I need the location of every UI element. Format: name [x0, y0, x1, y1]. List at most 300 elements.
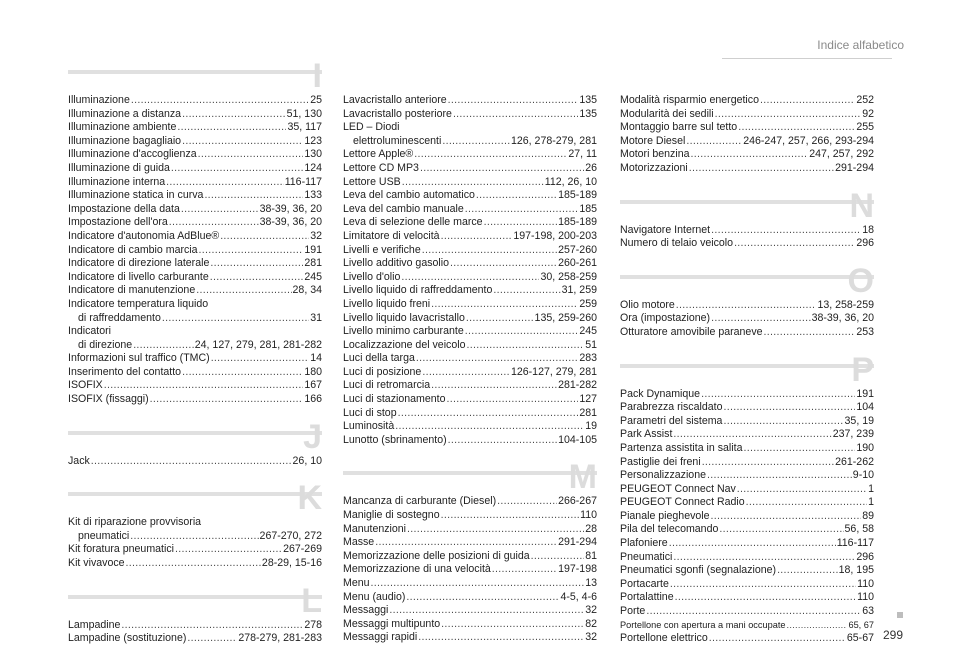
entry-list [620, 94, 874, 176]
entry-term: Otturatore amovibile paraneve [620, 325, 763, 338]
dot-leader [689, 162, 834, 176]
entry-list [620, 299, 874, 340]
entry-pages: 51, 130 [286, 107, 322, 120]
index-entry [343, 407, 597, 421]
dot-leader [166, 176, 284, 190]
entry-term: Livello liquido di raffreddamento [343, 284, 493, 297]
entry-pages: 104-105 [558, 433, 597, 446]
entry-pages: 123 [304, 134, 322, 147]
section-letter: K [297, 479, 322, 518]
section-header [343, 459, 597, 495]
dot-leader [401, 271, 539, 285]
dot-leader [196, 284, 291, 298]
index-entry [68, 557, 322, 571]
index-entry [620, 299, 874, 313]
index-entry [343, 631, 597, 645]
section-rule [68, 431, 322, 435]
entry-term: Numero di telaio veicolo [620, 237, 734, 250]
index-entry [343, 434, 597, 448]
dot-leader [130, 530, 258, 544]
index-entry [343, 148, 597, 162]
index-entry [343, 563, 597, 577]
entry-pages: 245 [579, 325, 597, 338]
index-entry [343, 495, 597, 509]
index-section [343, 459, 597, 645]
entry-term: Motore Diesel [620, 134, 686, 147]
section-header [68, 58, 322, 94]
entry-term: Kit foratura pneumatici [68, 543, 174, 556]
dot-leader [723, 401, 855, 415]
dot-leader [418, 631, 584, 645]
entry-term: Menu (audio) [343, 590, 406, 603]
index-entry [68, 284, 322, 298]
entry-pages: 259 [579, 297, 597, 310]
entry-term: Messaggi [343, 604, 389, 617]
index-entry [343, 379, 597, 393]
index-entry [68, 632, 322, 646]
entry-pages: 14 [310, 352, 322, 365]
index-entry [68, 244, 322, 258]
entry-pages: 283 [579, 352, 597, 365]
dot-leader [187, 632, 237, 646]
dot-leader [686, 135, 742, 149]
dot-leader [441, 618, 584, 632]
index-entry [620, 537, 874, 551]
entry-term: Portalattine [620, 591, 674, 604]
entry-term: Luci di retromarcia [343, 379, 431, 392]
dot-leader [738, 121, 855, 135]
entry-pages: 82 [585, 617, 597, 630]
entry-pages: 197-198 [558, 563, 597, 576]
entry-pages: 38-39, 36, 20 [259, 216, 322, 229]
dot-leader [707, 469, 852, 483]
dot-leader [121, 619, 303, 633]
entry-pages: 296 [856, 550, 874, 563]
section-rule [68, 595, 322, 599]
dot-leader [760, 94, 855, 108]
index-entry [343, 339, 597, 353]
dot-leader [171, 162, 303, 176]
dot-leader [220, 230, 309, 244]
index-entry [68, 366, 322, 380]
entry-pages: 13, 258-259 [817, 298, 874, 311]
index-entry [620, 605, 874, 619]
entry-term: Illuminazione d'accoglienza [68, 148, 197, 161]
entry-pages: 65, 67 [848, 619, 874, 630]
entry-term: Illuminazione ambiente [68, 121, 177, 134]
dot-leader [453, 108, 578, 122]
entry-term: Kit vivavoce [68, 557, 125, 570]
entry-pages: 257-260 [558, 243, 597, 256]
index-entry [343, 244, 597, 258]
entry-term: Portacarte [620, 577, 669, 590]
index-entry [620, 591, 874, 605]
entry-term: Navigatore Internet [620, 223, 711, 236]
dot-leader [406, 591, 559, 605]
dot-leader [398, 407, 579, 421]
index-entry [68, 271, 322, 285]
index-entry [68, 162, 322, 176]
index-entry [620, 401, 874, 415]
entry-pages: 26 [585, 161, 597, 174]
dot-leader [484, 216, 558, 230]
entry-pages: 31, 259 [561, 284, 597, 297]
entry-pages: 1 [868, 482, 874, 495]
entry-term: ISOFIX [68, 379, 103, 392]
section-header [68, 583, 322, 619]
index-entry [620, 135, 874, 149]
entry-term: Lettore USB [343, 175, 401, 188]
page-header-title: Indice alfabetico [817, 38, 904, 52]
dot-leader [497, 495, 557, 509]
entry-pages: 191 [856, 387, 874, 400]
section-header [68, 480, 322, 516]
dot-leader [673, 551, 855, 565]
section-header [68, 419, 322, 455]
dot-leader [719, 523, 843, 537]
entry-term: Pila del telecomando [620, 523, 719, 536]
index-entry [343, 509, 597, 523]
dot-leader [420, 162, 584, 176]
entry-pages: 133 [304, 189, 322, 202]
entry-term: Illuminazione a distanza [68, 107, 182, 120]
entry-pages: 135, 259-260 [534, 311, 597, 324]
entry-pages: 28 [585, 522, 597, 535]
index-entry [343, 550, 597, 564]
entry-pages: 281 [304, 257, 322, 270]
entry-pages: 110 [580, 509, 597, 522]
entry-pages: 110 [857, 577, 874, 590]
dot-leader [446, 393, 578, 407]
dot-leader [169, 216, 259, 230]
entry-list [343, 495, 597, 645]
index-entry [343, 189, 597, 203]
entry-pages: 81 [585, 549, 597, 562]
page-marker [897, 612, 903, 618]
entry-pages: 247, 257, 292 [809, 148, 874, 161]
index-entry [343, 352, 597, 366]
entry-list [68, 94, 322, 407]
section-letter: N [849, 186, 874, 225]
index-entry [620, 456, 874, 470]
index-entry [68, 176, 322, 190]
index-entry [343, 162, 597, 176]
entry-pages: 32 [310, 229, 322, 242]
dot-leader [711, 224, 861, 238]
dot-leader [422, 366, 510, 380]
entry-term: ISOFIX (fissaggi) [68, 393, 149, 406]
entry-term: Leva del cambio manuale [343, 202, 464, 215]
section-rule [620, 364, 874, 368]
index-entry [343, 420, 597, 434]
index-column-1 [68, 58, 322, 646]
entry-pages: 261-262 [835, 455, 874, 468]
entry-term: Illuminazione di guida [68, 161, 170, 174]
dot-leader [723, 415, 843, 429]
entry-heading: Kit di riparazione provvisoria [68, 516, 202, 529]
index-entry [68, 108, 322, 122]
index-entry [620, 578, 874, 592]
dot-leader [711, 510, 862, 524]
dot-leader [701, 388, 855, 402]
section-letter: P [851, 350, 874, 389]
entry-term: Maniglie di sostegno [343, 509, 440, 522]
index-entry [620, 551, 874, 565]
entry-term: Portellone elettrico [620, 632, 708, 645]
index-entry [343, 284, 597, 298]
index-entry [620, 442, 874, 456]
dot-leader [375, 536, 557, 550]
entry-term: Plafoniere [620, 537, 668, 550]
dot-leader [465, 325, 579, 339]
dot-leader [777, 564, 838, 578]
entry-term: pneumatici [78, 529, 130, 542]
entry-pages: 116-117 [284, 175, 322, 188]
entry-term: Masse [343, 536, 375, 549]
dot-leader [746, 496, 867, 510]
dot-leader [371, 577, 585, 591]
index-entry [343, 94, 597, 108]
entry-pages: 116-117 [836, 537, 874, 550]
dot-leader [492, 563, 557, 577]
dot-leader [131, 94, 309, 108]
entry-list [68, 619, 322, 646]
index-entry [343, 176, 597, 190]
entry-term: Ora (impostazione) [620, 312, 711, 325]
entry-pages: 1 [868, 496, 874, 509]
entry-term: Informazioni sul traffico (TMC) [68, 352, 210, 365]
index-entry [68, 352, 322, 366]
dot-leader [786, 619, 847, 633]
entry-term: Menu [343, 577, 370, 589]
dot-leader [450, 257, 557, 271]
entry-term: Montaggio barre sul tetto [620, 121, 738, 134]
index-column-3 [620, 58, 874, 646]
index-entry [620, 415, 874, 429]
index-entry [343, 366, 597, 380]
entry-heading: Indicatori [68, 325, 111, 338]
dot-leader [177, 121, 286, 135]
entry-term: Illuminazione statica in curva [68, 189, 204, 202]
dot-leader [150, 393, 304, 407]
entry-term: Livello liquido freni [343, 297, 431, 310]
index-entry [68, 121, 322, 135]
index-entry [620, 237, 874, 251]
entry-subline [343, 135, 597, 149]
dot-leader [126, 557, 261, 571]
index-section [68, 58, 322, 407]
index-entry [620, 148, 874, 162]
entry-term: Impostazione dell'ora [68, 216, 168, 229]
dot-leader [182, 108, 286, 122]
index-entry [620, 632, 874, 646]
entry-heading: Indicatore temperatura liquido [68, 297, 209, 310]
index-entry [620, 121, 874, 135]
entry-term: Lunotto (sbrinamento) [343, 433, 447, 446]
entry-pages: 31 [310, 311, 322, 324]
entry-list [343, 94, 597, 447]
entry-pages: 185 [579, 202, 597, 215]
dot-leader [669, 537, 836, 551]
entry-term: Impostazione della data [68, 202, 180, 215]
entry-term: Park Assist [620, 428, 673, 441]
entry-pages: 51 [585, 338, 597, 351]
entry-pages: 112, 26, 10 [544, 175, 597, 188]
index-entry [68, 216, 322, 230]
dot-leader [709, 632, 846, 646]
index-entry [68, 379, 322, 393]
dot-leader [715, 108, 862, 122]
entry-heading: LED – Diodi [343, 121, 400, 134]
entry-term: Illuminazione bagagliaio [68, 134, 182, 147]
entry-term: Personalizzazione [620, 469, 706, 482]
entry-pages: 13 [585, 577, 597, 589]
dot-leader [646, 605, 861, 619]
entry-term: Localizzazione del veicolo [343, 338, 466, 351]
dot-leader [416, 352, 578, 366]
section-header [620, 263, 874, 299]
entry-term: PEUGEOT Connect Radio [620, 496, 745, 509]
index-entry [343, 577, 597, 591]
index-entry [620, 388, 874, 402]
index-section [68, 480, 322, 570]
dot-leader [211, 352, 310, 366]
index-entry [620, 94, 874, 108]
dot-leader [734, 237, 855, 251]
entry-term: Modalità risparmio energetico [620, 94, 759, 106]
entry-pages: 28, 34 [292, 284, 322, 297]
entry-term: Parabrezza riscaldato [620, 401, 723, 414]
dot-leader [162, 312, 309, 326]
dot-leader [175, 543, 282, 557]
entry-term: Motorizzazioni [620, 161, 688, 174]
entry-term: Indicatore di cambio marcia [68, 243, 198, 256]
entry-pages: 185-189 [558, 216, 597, 229]
entry-term: Messaggi rapidi [343, 631, 418, 644]
dot-leader [442, 135, 510, 149]
index-section [68, 583, 322, 646]
entry-term: Pneumatici sgonfi (segnalazione) [620, 564, 777, 577]
section-rule [343, 471, 597, 475]
index-entry [68, 135, 322, 149]
entry-list [620, 388, 874, 646]
entry-pages: 32 [585, 631, 597, 644]
dot-leader [675, 591, 857, 605]
index-entry [343, 271, 597, 285]
dot-leader [673, 428, 831, 442]
index-entry [620, 483, 874, 497]
entry-term: Limitatore di velocità [343, 229, 440, 242]
entry-pages: 291-294 [835, 161, 874, 174]
index-section [343, 58, 597, 447]
index-entry [620, 224, 874, 238]
entry-term: Lampadine (sostituzione) [68, 632, 187, 645]
entry-pages: 255 [856, 121, 874, 134]
index-entry [343, 536, 597, 550]
index-entry [343, 591, 597, 605]
index-entry [620, 496, 874, 510]
entry-list [68, 455, 322, 469]
entry-term: Partenza assistita in salita [620, 441, 743, 454]
entry-term: elettroluminescenti [353, 134, 442, 147]
index-entry [68, 619, 322, 633]
dot-leader [104, 379, 304, 393]
dot-leader [204, 189, 303, 203]
section-letter: O [847, 261, 874, 300]
index-entry [343, 618, 597, 632]
entry-term: Leva del cambio automatico [343, 189, 475, 202]
index-entry [620, 564, 874, 578]
entry-pages: 191 [304, 243, 322, 256]
entry-term: Livello liquido lavacristallo [343, 311, 465, 324]
dot-leader [448, 94, 579, 108]
entry-term: Luci di stop [343, 406, 397, 419]
entry-term: Pianale pieghevole [620, 509, 710, 522]
entry-term: Livelli e verifiche [343, 243, 421, 256]
entry-pages: 135 [579, 94, 597, 106]
entry-pages: 281-282 [558, 379, 597, 392]
entry-pages: 35, 19 [844, 414, 874, 427]
section-header [620, 352, 874, 388]
entry-pages: 35, 117 [287, 121, 322, 134]
dot-leader [210, 257, 303, 271]
dot-leader [531, 550, 585, 564]
entry-term: Parametri del sistema [620, 414, 723, 427]
index-entry [620, 619, 874, 633]
entry-term: Illuminazione [68, 94, 130, 106]
index-entry [343, 393, 597, 407]
entry-term: Motori benzina [620, 148, 690, 161]
dot-leader [743, 442, 855, 456]
index-entry [620, 523, 874, 537]
entry-term: di raffreddamento [78, 311, 161, 324]
dot-leader [210, 271, 304, 285]
entry-term: Lettore Apple® [343, 148, 414, 161]
index-entry [620, 108, 874, 122]
dot-leader [395, 420, 584, 434]
entry-term: Porte [620, 605, 646, 618]
entry-pages: 126-127, 279, 281 [510, 365, 597, 378]
dot-leader [467, 339, 585, 353]
index-entry [68, 543, 322, 557]
index-entry [343, 325, 597, 339]
entry-term: Messaggi multipunto [343, 617, 441, 630]
index-entry [343, 216, 597, 230]
dot-leader [133, 339, 194, 353]
entry-term: Memorizzazione delle posizioni di guida [343, 549, 530, 562]
entry-pages: 18 [862, 223, 874, 236]
entry-pages: 104 [856, 401, 874, 414]
entry-term: Luminosità [343, 420, 395, 433]
entry-term: PEUGEOT Connect Nav [620, 482, 736, 495]
entry-pages: 197-198, 200-203 [513, 229, 597, 242]
entry-pages: 26, 10 [292, 454, 322, 467]
entry-pages: 180 [304, 365, 322, 378]
section-letter: M [568, 458, 597, 497]
entry-pages: 167 [304, 379, 322, 392]
index-entry [68, 325, 322, 352]
entry-pages: 185-189 [558, 189, 597, 202]
entry-pages: 38-39, 36, 20 [811, 312, 874, 325]
dot-leader [670, 578, 856, 592]
section-letter: I [312, 57, 322, 95]
entry-pages: 127 [579, 393, 597, 406]
entry-pages: 252 [856, 94, 874, 106]
section-letter: J [303, 417, 322, 456]
entry-term: Livello minimo carburante [343, 325, 464, 338]
index-entry [68, 94, 322, 108]
dot-leader [407, 523, 584, 537]
